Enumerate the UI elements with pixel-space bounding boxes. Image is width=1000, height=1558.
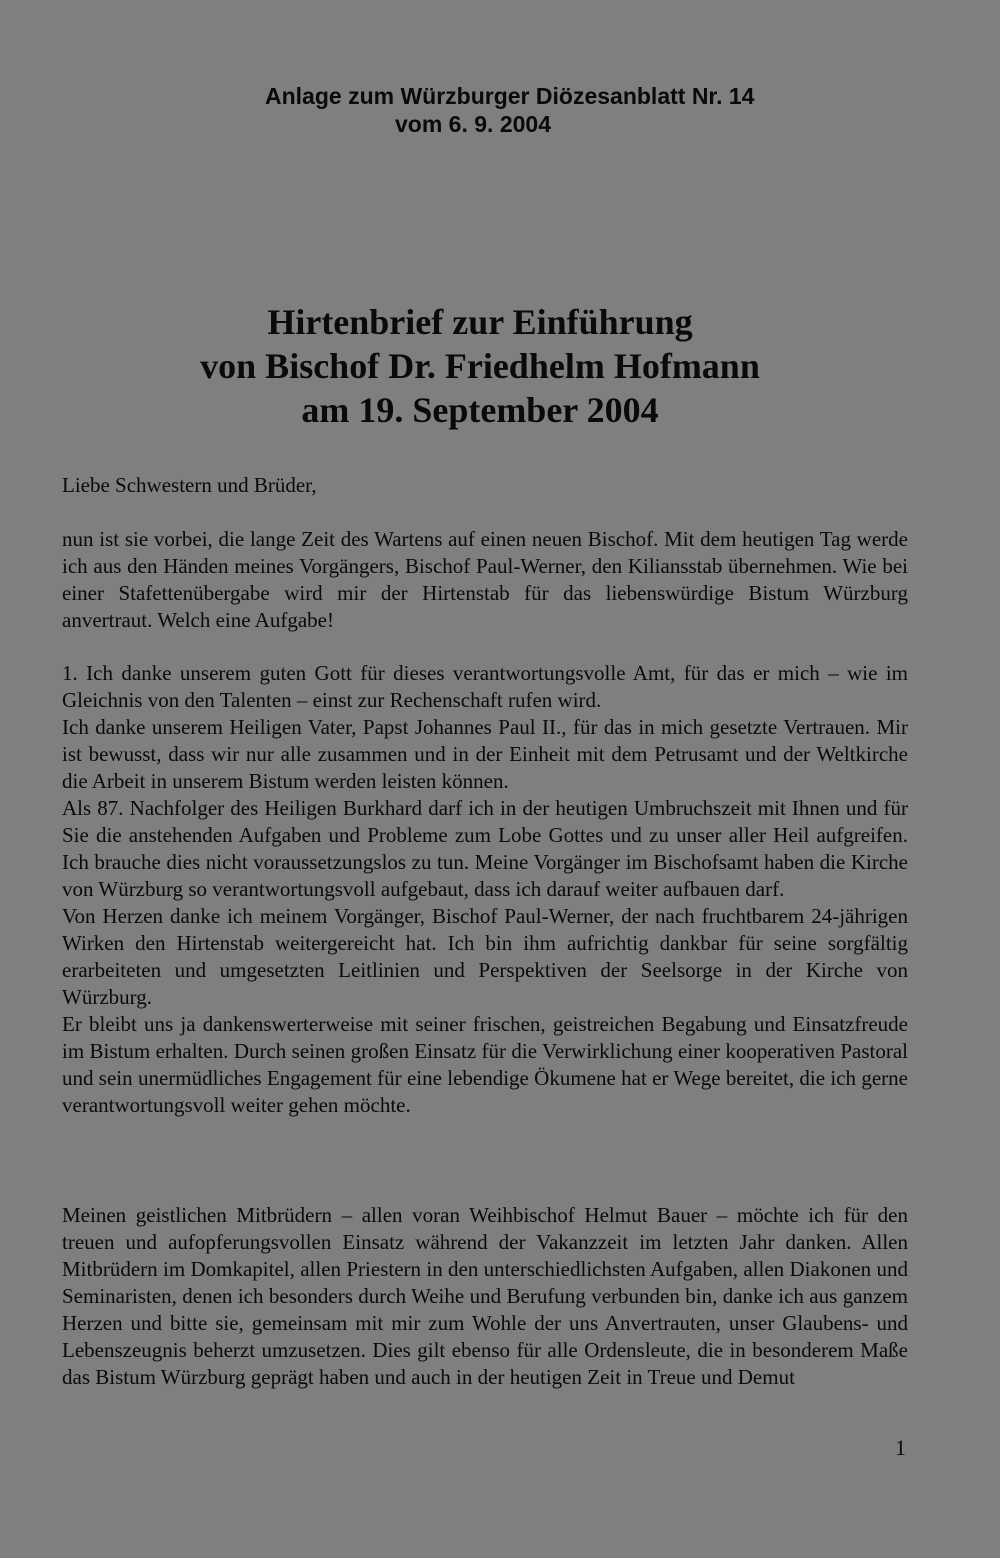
title-line-1: Hirtenbrief zur Einführung	[267, 302, 693, 342]
intro-paragraph	[62, 526, 908, 634]
page-number: 1	[895, 1435, 906, 1460]
paragraph-text: Er bleibt uns ja dankenswerterweise mit seiner frischen, geistreichen Begabung und Einsatzfreude im Bistum erhalten. Durch seinen großen Einsatz für die Verwirklichung einer kooperativen Pastoral und sein unermüdliches Engagement für eine lebendige Ökumene hat er Wege bereitet, die ich gerne verantwortungsvoll weiter gehen möchte.	[62, 1012, 908, 1117]
paragraph-text: nun ist sie vorbei, die lange Zeit des Wartens auf einen neuen Bischof. Mit dem heutigen Tag werde ich aus den Händen meines Vorgängers, Bischof Paul-Werner, den Kiliansstab übernehmen. Wie bei einer Stafettenübergabe wird mir der Hirtenstab für das liebenswürdige Bistum Würzburg anvertraut. Welch eine Aufgabe!	[62, 527, 908, 632]
section-1	[62, 660, 908, 1119]
paragraph-text: Von Herzen danke ich meinem Vorgänger, Bischof Paul-Werner, der nach fruchtbarem 24-jährigen Wirken den Hirtenstab weitergereicht hat. Ich bin ihm aufrichtig dankbar für seine sorgfältig erarbeiteten und umgesetzten Leitlinien und Perspektiven der Seelsorge in der Kirche von Würzburg.	[62, 904, 908, 1009]
paragraph-text: Meinen geistlichen Mitbrüdern – allen voran Weihbischof Helmut Bauer – möchte ich für den treuen und aufopferungsvollen Einsatz während der Vakanzzeit im letzten Jahr danken. Allen Mitbrüdern im Domkapitel, allen Priestern in den unterschiedlichsten Aufgaben, allen Diakonen und Seminaristen, denen ich besonders durch Weihe und Berufung verbunden bin, danke ich aus ganzem Herzen und bitte sie, gemeinsam mit mir zum Wohle der uns Anvertrauten, unser Glaubens- und Lebenszeugnis beherzt umzusetzen. Dies gilt ebenso für alle Ordensleute, die in besonderem Maße das Bistum Würzburg geprägt haben und auch in der heutigen Zeit in Treue und Demut	[62, 1203, 908, 1389]
paragraph-text: 1. Ich danke unserem guten Gott für dieses verantwortungsvolle Amt, für das er mich – wie im Gleichnis von den Talenten – einst zur Rechenschaft rufen wird.	[62, 661, 908, 712]
letter-title	[0, 300, 980, 432]
title-line-2: von Bischof Dr. Friedhelm Hofmann	[200, 346, 760, 386]
thanks-paragraph	[62, 1202, 908, 1391]
title-line-3: am 19. September 2004	[301, 390, 659, 430]
salutation: Liebe Schwestern und Brüder,	[62, 473, 317, 497]
header-line-2: vom 6. 9. 2004	[395, 111, 551, 137]
paragraph-text: Als 87. Nachfolger des Heiligen Burkhard darf ich in der heutigen Umbruchszeit mit Ihnen und für Sie die anstehenden Aufgaben und Probleme zum Lobe Gottes und zu unser aller Heil aufgreifen. Ich brauche dies nicht voraussetzungslos zu tun. Meine Vorgänger im Bischofsamt haben die Kirche von Würzburg so verantwortungsvoll aufgebaut, dass ich darauf weiter aufbauen darf.	[62, 796, 908, 901]
header-line-1: Anlage zum Würzburger Diözesanblatt Nr. 14	[265, 83, 755, 109]
paragraph-text: Ich danke unserem Heiligen Vater, Papst Johannes Paul II., für das in mich gesetzte Vertrauen. Mir ist bewusst, dass wir nur alle zusammen und in der Einheit mit dem Petrusamt und der Weltkirche die Arbeit in unserem Bistum werden leisten können.	[62, 715, 908, 793]
